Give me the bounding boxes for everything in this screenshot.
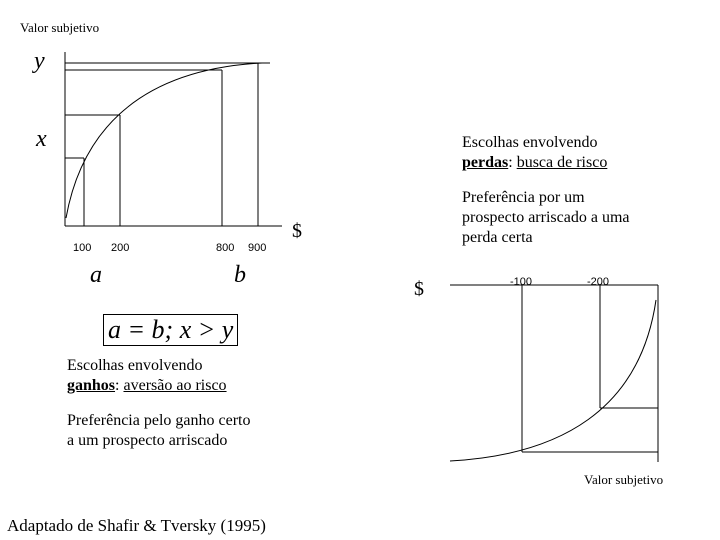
losses-choice-line: [462, 133, 598, 153]
losses-choice-intro: Escolhas envolvendo: [462, 134, 598, 151]
gains-a-mark: a: [90, 262, 102, 288]
gains-pref-line2: a um prospecto arriscado: [67, 432, 228, 449]
gains-tick-900: 900: [248, 242, 267, 254]
gains-y-axis-label: Valor subjetivo: [20, 20, 100, 35]
gains-risk-aversion: aversão ao risco: [123, 377, 227, 394]
losses-axis-unit: $: [414, 278, 424, 300]
source-citation: Adaptado de Shafir & Tversky (1995): [7, 516, 266, 535]
gains-tick-200: 200: [111, 242, 130, 254]
losses-choice-detail: [462, 153, 607, 173]
losses-pref-line1: Preferência por um: [462, 189, 585, 206]
formula-box: a = b; x > y: [103, 314, 238, 346]
gains-b-mark: b: [234, 262, 246, 288]
losses-y-axis-label: Valor subjetivo: [584, 472, 664, 487]
gains-bold-word: ganhos: [67, 377, 116, 394]
gains-value-curve: [66, 63, 262, 218]
losses-value-curve: [450, 300, 656, 461]
losses-pref-line3: perda certa: [462, 229, 533, 246]
losses-risk-seeking: busca de risco: [516, 154, 608, 171]
losses-sep: :: [508, 154, 517, 171]
gains-pref-line1: Preferência pelo ganho certo: [67, 412, 251, 429]
gains-tick-100: 100: [73, 242, 92, 254]
gains-x-mark: x: [36, 126, 47, 152]
losses-tick-minus-200: -200: [587, 276, 610, 288]
gains-y-mark: y: [34, 48, 45, 74]
gains-sep: :: [115, 377, 124, 394]
gains-tick-800: 800: [216, 242, 235, 254]
losses-bold-word: perdas: [462, 154, 509, 171]
losses-pref-line2: prospecto arriscado a uma: [462, 209, 630, 226]
gains-chart: [65, 52, 282, 226]
gains-choice-intro: Escolhas envolvendo: [67, 357, 203, 374]
losses-tick-minus-100: -100: [510, 276, 533, 288]
gains-axis-unit: $: [292, 220, 302, 242]
losses-chart: [450, 285, 658, 462]
gains-choice-detail: [67, 376, 227, 396]
